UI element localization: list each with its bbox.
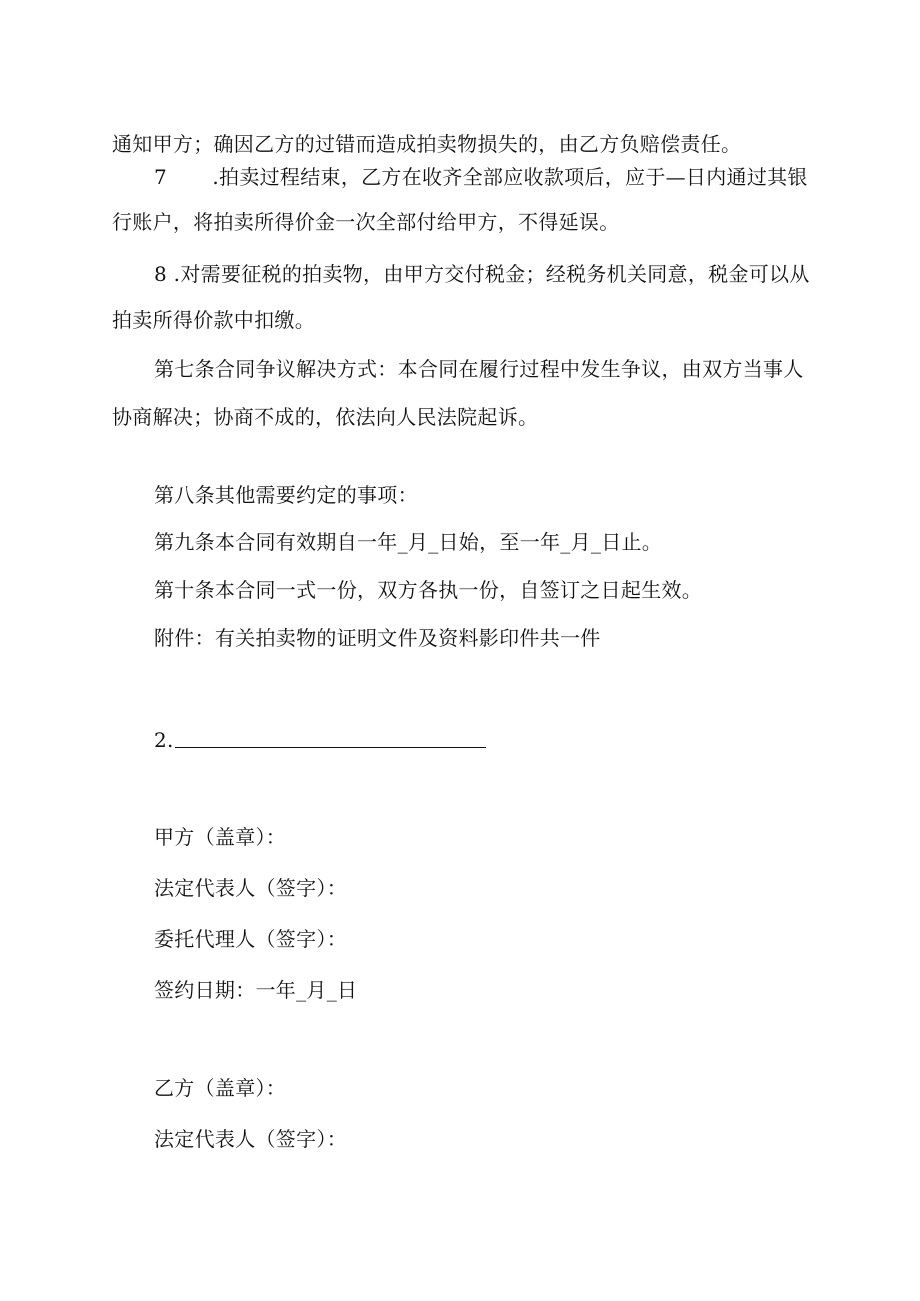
article-8-line: 第八条其他需要约定的事项： bbox=[154, 483, 418, 507]
signature-number-label: 2. bbox=[154, 728, 174, 752]
article-10-line: 第十条本合同一式一份，双方各执一份，自签订之日起生效。 bbox=[154, 578, 703, 602]
signing-date-line: 签约日期：一年_月_日 bbox=[154, 978, 358, 1002]
party-a-agent-line: 委托代理人（签字）： bbox=[154, 927, 347, 951]
signature-underline bbox=[175, 747, 486, 748]
paragraph-line-1: 通知甲方；确因乙方的过错而造成拍卖物损失的，由乙方负赔偿责任。 bbox=[112, 132, 742, 156]
article-9-line: 第九条本合同有效期自一年_月_日始，至一年_月_日止。 bbox=[154, 530, 663, 554]
paragraph-line-7: 协商解决；协商不成的，依法向人民法院起诉。 bbox=[112, 405, 539, 429]
clause-7-number: 7 bbox=[154, 165, 168, 189]
clause-7-text: .拍卖过程结束，乙方在收齐全部应收款项后，应于—日内通过其银 bbox=[212, 165, 808, 189]
party-a-seal-line: 甲方（盖章）： bbox=[154, 825, 287, 849]
attachment-line: 附件：有关拍卖物的证明文件及资料影印件共一件 bbox=[154, 626, 601, 650]
party-b-legal-rep-line: 法定代表人（签字）： bbox=[154, 1127, 347, 1151]
party-a-legal-rep-line: 法定代表人（签字）： bbox=[154, 876, 347, 900]
party-b-seal-line: 乙方（盖章）： bbox=[154, 1076, 287, 1100]
paragraph-line-5: 拍卖所得价款中扣缴。 bbox=[112, 308, 315, 332]
article-7-line: 第七条合同争议解决方式：本合同在履行过程中发生争议，由双方当事人 bbox=[154, 357, 804, 381]
paragraph-line-3: 行账户，将拍卖所得价金一次全部付给甲方，不得延误。 bbox=[112, 210, 620, 234]
clause-8-line: 8 .对需要征税的拍卖物，由甲方交付税金；经税务机关同意，税金可以从 bbox=[154, 262, 810, 286]
clause-7-line bbox=[154, 165, 808, 189]
